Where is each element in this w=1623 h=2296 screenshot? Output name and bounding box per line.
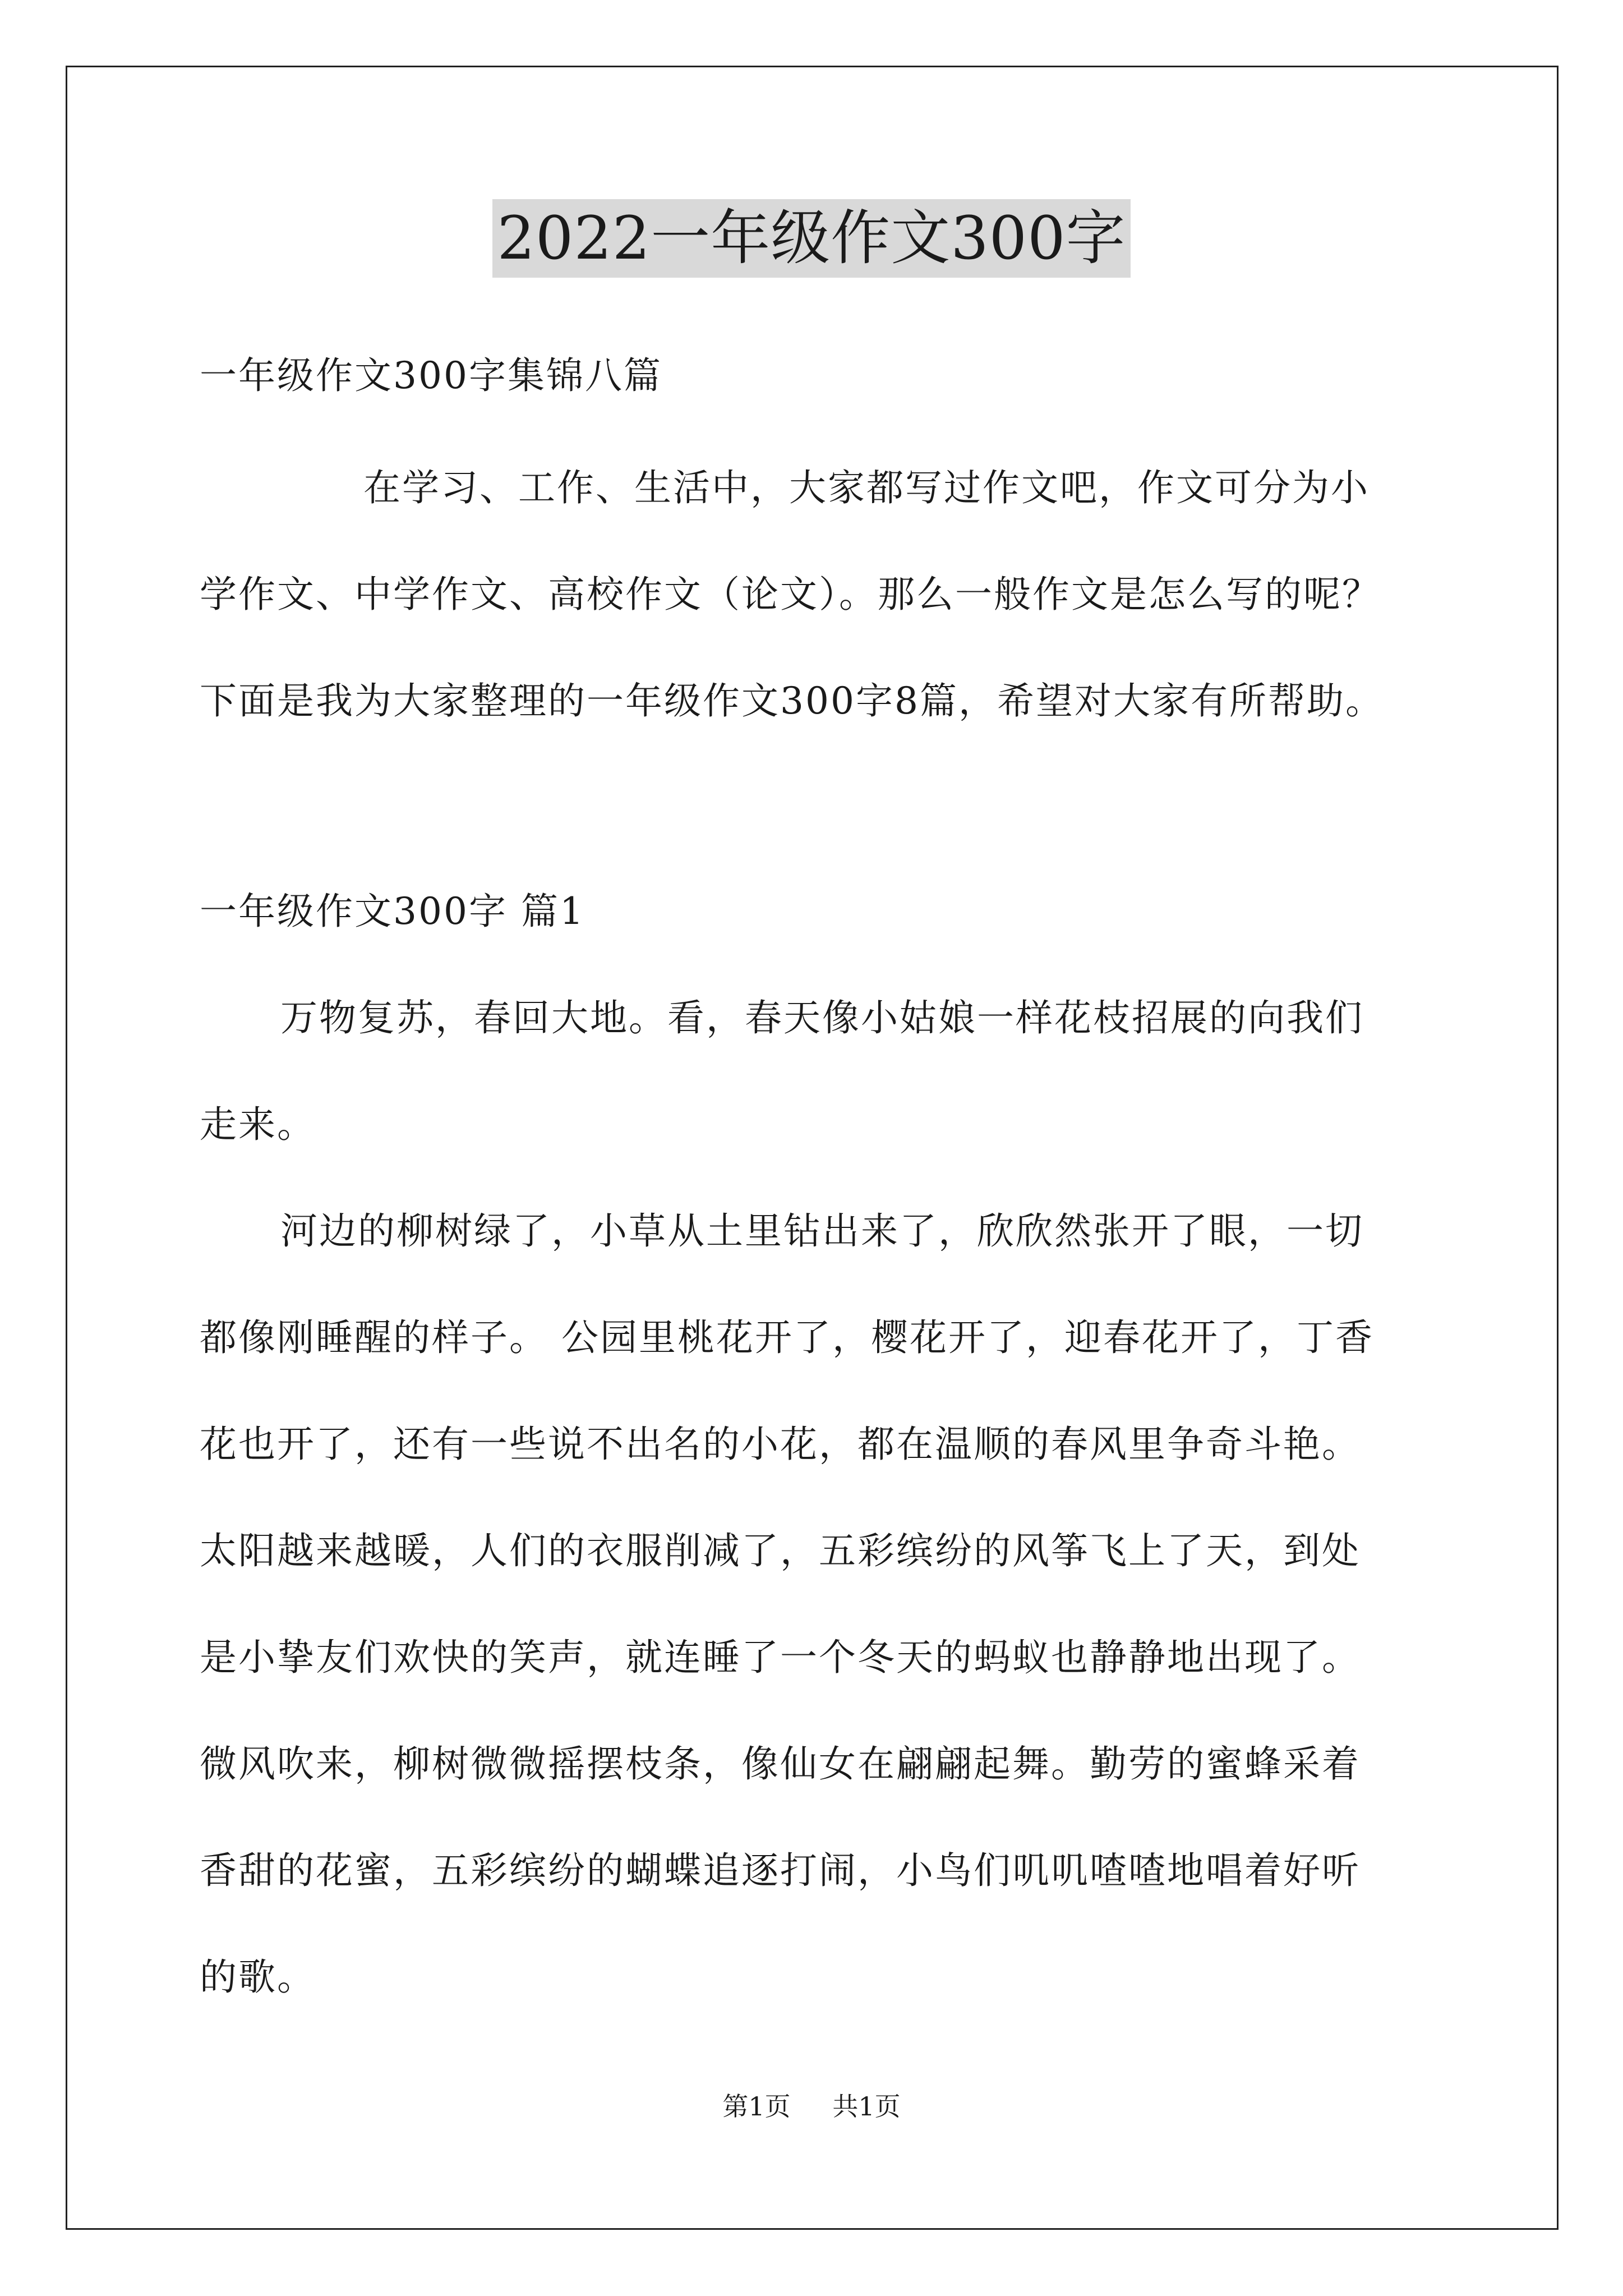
page-total: 共1页 bbox=[832, 2091, 901, 2122]
title-container bbox=[0, 199, 1623, 278]
paragraph-line: 太阳越来越暖，人们的衣服削减了，五彩缤纷的风筝飞上了天，到处 bbox=[200, 1529, 1361, 1572]
document-subtitle: 一年级作文300字集锦八篇 bbox=[200, 354, 662, 397]
paragraph-line: 是小挚友们欢快的笑声，就连睡了一个冬天的蚂蚁也静静地出现了。 bbox=[200, 1636, 1361, 1679]
page-number: 第1页 bbox=[722, 2091, 791, 2122]
paragraph-line: 的歌。 bbox=[200, 1955, 316, 1999]
paragraph-line: 都像刚睡醒的样子。 公园里桃花开了，樱花开了，迎春花开了，丁香 bbox=[200, 1316, 1374, 1359]
document-title: 2022一年级作文300字 bbox=[492, 199, 1130, 278]
paragraph-line: 花也开了，还有一些说不出名的小花，都在温顺的春风里争奇斗艳。 bbox=[200, 1423, 1361, 1466]
intro-line: 下面是我为大家整理的一年级作文300字8篇，希望对大家有所帮助。 bbox=[200, 679, 1384, 723]
paragraph-line: 走来。 bbox=[200, 1103, 316, 1146]
paragraph-line: 河边的柳树绿了，小草从土里钻出来了，欣欣然张开了眼，一切 bbox=[280, 1209, 1364, 1253]
intro-line: 在学习、工作、生活中，大家都写过作文吧，作文可分为小 bbox=[363, 466, 1370, 509]
section-heading: 一年级作文300字 篇1 bbox=[200, 890, 585, 933]
page-footer bbox=[0, 2090, 1623, 2123]
paragraph-line: 万物复苏，春回大地。看，春天像小姑娘一样花枝招展的向我们 bbox=[280, 996, 1364, 1039]
paragraph-line: 香甜的花蜜，五彩缤纷的蝴蝶追逐打闹，小鸟们叽叽喳喳地唱着好听 bbox=[200, 1849, 1361, 1892]
paragraph-line: 微风吹来，柳树微微摇摆枝条，像仙女在翩翩起舞。勤劳的蜜蜂采着 bbox=[200, 1742, 1361, 1786]
intro-line: 学作文、中学作文、高校作文（论文）。那么一般作文是怎么写的呢？ bbox=[200, 573, 1381, 616]
